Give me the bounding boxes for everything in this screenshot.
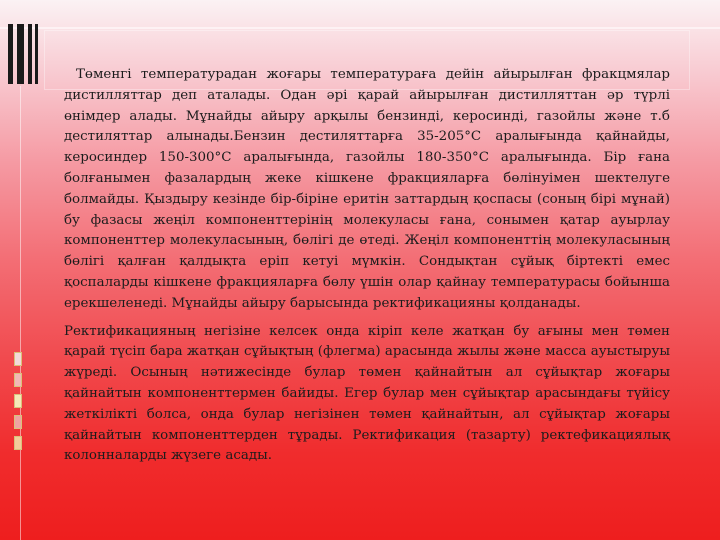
color-marker [14, 415, 22, 429]
stripe [17, 24, 24, 84]
color-marker [14, 352, 22, 366]
top-decorative-line [0, 27, 720, 29]
stripe [35, 24, 38, 84]
paragraph-distillation: Төменгі температурадан жоғары температураға дейін айырылған фракцмялар дистилляттар деп аталады. Одан әрі қарай айырылған дистилляттан әр түрлі өнімдер алады. Мұнайды айыру арқылы бензинді, керосинді, газойлы және т.б дестиляттар алынады.Бензин дестиляттарға 35-205°С аралығында қайнайды, керосиндер 150-300°С аралығында, газойлы 180-350°С аралығында. Бір ғана болғанымен фазалардың жеке кішкене фракцияларға бөлінуімен шектелуге болмайды. Қыздыру кезінде бір-біріне еритін заттардың қоспасы (соның бірі мұнай) бу фазасы жеңіл компоненттерінің молекуласы ғана, сонымен қатар ауырлау компоненттер молекуласының, бөлігі де өтеді. Жеңіл компоненттің молекуласының бөлігі қалған қалдықта еріп кетуі мүмкін. Сондықтан сұйық біртекті емес қоспаларды кішкене фракцияларға бөлу үшін олар қайнау температурасы бойынша ерекшеленеді. Мұнайды айыру барысында ректификацияны қолданады. [64, 67, 670, 311]
paragraph-rectification: Ректификацияның негізіне келсек онда кіріп келе жатқан бу ағыны мен төмен қарай түсіп бара жатқан сұйықтың (флегма) арасында жылы және масса ауыстыруы жүреді. Осының нәтижесінде булар төмен қайнайтын ал сұйықтар жоғары қайнайтын компоненттермен байиды. Егер булар мен сұйықтар арасындағы түйісу жеткілікті болса, онда булар негізінен төмен қайнайтын, ал сұйықтар жоғары қайнайтын компоненттерден тұрады. Ректификация (тазарту) ректефикациялық колонналарды жүзеге асады. [64, 323, 670, 464]
color-marker [14, 394, 22, 408]
stripe [28, 24, 32, 84]
color-markers-decoration [14, 352, 24, 457]
left-vertical-line [20, 86, 21, 540]
slide-body-text [64, 65, 670, 474]
color-marker [14, 436, 22, 450]
color-marker [14, 373, 22, 387]
stripe [8, 24, 13, 84]
barcode-stripes-decoration [8, 24, 38, 84]
